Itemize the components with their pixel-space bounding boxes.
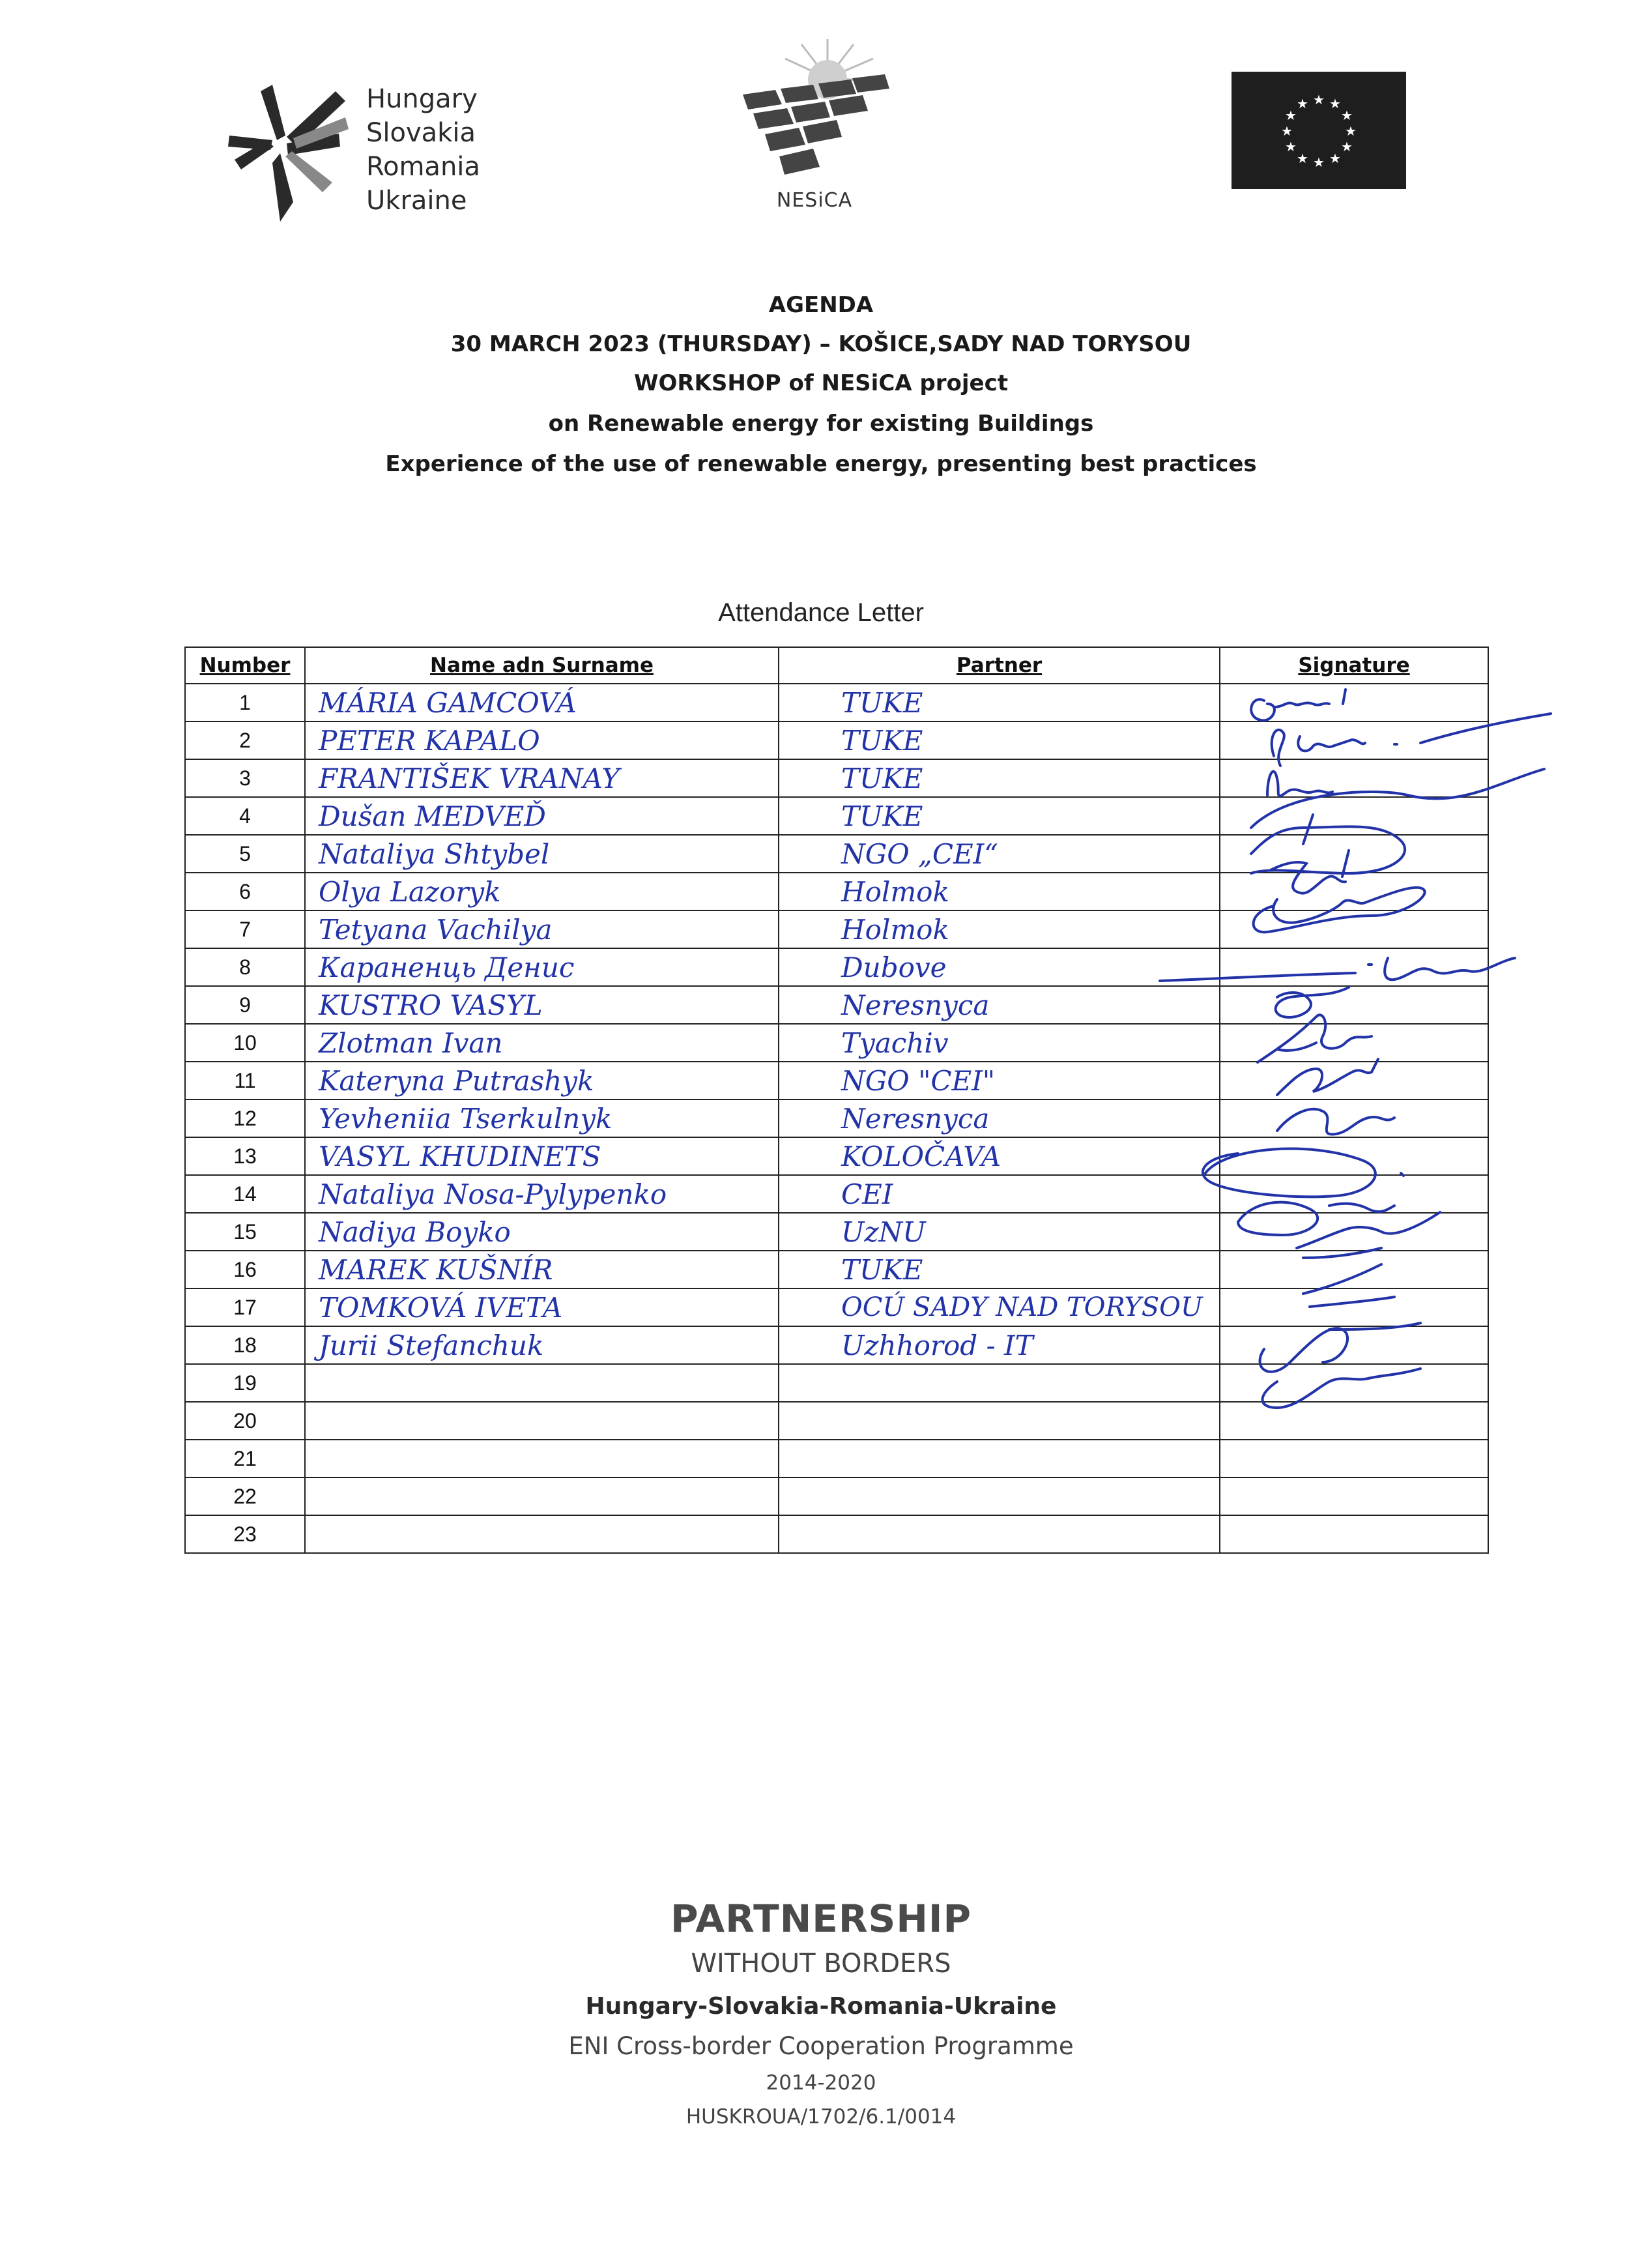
svg-text:★: ★ xyxy=(1285,139,1297,154)
table-row xyxy=(185,759,1488,797)
attendee-partner: OCÚ SADY NAD TORYSOU xyxy=(841,1292,1203,1322)
table-row xyxy=(185,1515,1488,1553)
table-row xyxy=(185,684,1488,721)
svg-text:★: ★ xyxy=(1297,151,1308,166)
partner-cell xyxy=(779,1024,1220,1062)
svg-text:★: ★ xyxy=(1341,139,1353,154)
attendee-name: Yevheniia Tserkulnyk xyxy=(319,1102,612,1135)
name-cell xyxy=(305,873,779,910)
agenda-date-place: 30 MARCH 2023 (THURSDAY) – KOŠICE,SADY NAD TORYSOU xyxy=(450,331,1192,357)
partner-cell xyxy=(779,1402,1220,1440)
attendee-name: MAREK KUŠNÍR xyxy=(319,1253,553,1286)
attendee-name: MÁRIA GAMCOVÁ xyxy=(319,686,577,719)
attendee-partner: UzNU xyxy=(841,1215,926,1248)
attendee-partner: NGO „CEI“ xyxy=(841,837,998,870)
agenda-subtopic: Experience of the use of renewable energy, presenting best practices xyxy=(385,451,1257,477)
svg-text:★: ★ xyxy=(1345,123,1357,139)
row-number: 12 xyxy=(185,1099,305,1137)
attendee-partner: CEI xyxy=(841,1178,893,1210)
row-number: 3 xyxy=(185,759,305,797)
signature-cell xyxy=(1220,948,1488,986)
row-number: 16 xyxy=(185,1251,305,1288)
table-row xyxy=(185,873,1488,910)
name-cell xyxy=(305,1440,779,1477)
name-cell xyxy=(305,1213,779,1251)
partner-cell xyxy=(779,797,1220,835)
signature-cell xyxy=(1220,1515,1488,1553)
table-row xyxy=(185,910,1488,948)
attendee-partner: TUKE xyxy=(841,686,923,719)
table-row xyxy=(185,1364,1488,1402)
table-row xyxy=(185,1288,1488,1326)
eu-flag-icon xyxy=(1232,72,1406,189)
name-cell xyxy=(305,1326,779,1364)
attendance-table xyxy=(184,647,1489,1554)
row-number: 19 xyxy=(185,1364,305,1402)
attendee-partner: TUKE xyxy=(841,800,923,832)
agenda-workshop: WORKSHOP of NESiCA project xyxy=(633,370,1009,396)
name-cell xyxy=(305,1364,779,1402)
attendee-name: KUSTRO VASYL xyxy=(319,989,543,1021)
name-cell xyxy=(305,1288,779,1326)
table-row xyxy=(185,1137,1488,1175)
table-row xyxy=(185,1024,1488,1062)
footer-partnership: PARTNERSHIP xyxy=(670,1897,972,1941)
signature-cell xyxy=(1220,1137,1488,1175)
row-number: 7 xyxy=(185,910,305,948)
partner-cell xyxy=(779,1477,1220,1515)
name-cell xyxy=(305,759,779,797)
footer-without-borders: WITHOUT BORDERS xyxy=(691,1949,951,1979)
partner-cell xyxy=(779,721,1220,759)
signature-cell xyxy=(1220,684,1488,721)
attendee-partner: TUKE xyxy=(841,724,923,757)
name-cell xyxy=(305,1137,779,1175)
row-number: 17 xyxy=(185,1288,305,1326)
attendee-partner: Dubove xyxy=(841,951,947,983)
column-header-partner: Partner xyxy=(779,647,1220,684)
attendee-name: Nataliya Shtybel xyxy=(319,837,550,870)
svg-text:★: ★ xyxy=(1313,92,1325,108)
svg-text:★: ★ xyxy=(1341,108,1353,123)
column-header-number: Number xyxy=(185,647,305,684)
attendance-title: Attendance Letter xyxy=(718,598,924,627)
attendee-name: Zlotman Ivan xyxy=(319,1026,503,1059)
partner-cell xyxy=(779,1251,1220,1288)
signature-cell xyxy=(1220,910,1488,948)
signature-cell xyxy=(1220,1213,1488,1251)
column-header-name: Name adn Surname xyxy=(305,647,779,684)
attendee-partner: Holmok xyxy=(841,875,949,908)
table-row xyxy=(185,1213,1488,1251)
partner-cell xyxy=(779,986,1220,1024)
signature-cell xyxy=(1220,986,1488,1024)
attendee-name: FRANTIŠEK VRANAY xyxy=(319,762,620,794)
attendee-name: Tetyana Vachilya xyxy=(319,913,553,946)
attendee-name: VASYL KHUDINETS xyxy=(319,1140,601,1172)
attendee-name: PETER KAPALO xyxy=(319,724,540,757)
svg-text:★: ★ xyxy=(1281,123,1293,139)
partner-cell xyxy=(779,1175,1220,1213)
eu-stars-icon xyxy=(1232,72,1406,189)
partner-cell xyxy=(779,1099,1220,1137)
signature-cell xyxy=(1220,1251,1488,1288)
svg-text:★: ★ xyxy=(1329,96,1341,111)
signature-cell xyxy=(1220,1364,1488,1402)
partner-cell xyxy=(779,1326,1220,1364)
row-number: 1 xyxy=(185,684,305,721)
partner-cell xyxy=(779,835,1220,873)
signature-cell xyxy=(1220,1175,1488,1213)
attendee-name: Kateryna Putrashyk xyxy=(319,1064,594,1097)
row-number: 2 xyxy=(185,721,305,759)
row-number: 6 xyxy=(185,873,305,910)
attendance-rows xyxy=(185,684,1488,1553)
partner-cell xyxy=(779,1440,1220,1477)
row-number: 22 xyxy=(185,1477,305,1515)
row-number: 11 xyxy=(185,1062,305,1099)
footer-period: 2014-2020 xyxy=(766,2071,876,2095)
partner-cell xyxy=(779,759,1220,797)
partner-cell xyxy=(779,910,1220,948)
partner-cell xyxy=(779,1213,1220,1251)
signature-cell xyxy=(1220,721,1488,759)
row-number: 18 xyxy=(185,1326,305,1364)
row-number: 21 xyxy=(185,1440,305,1477)
footer-countries: Hungary-Slovakia-Romania-Ukraine xyxy=(585,1993,1057,2020)
programme-logo-line: Ukraine xyxy=(366,186,467,216)
table-row xyxy=(185,986,1488,1024)
name-cell xyxy=(305,721,779,759)
signature-cell xyxy=(1220,1062,1488,1099)
attendee-partner: Uzhhorod - IT xyxy=(841,1329,1033,1361)
attendee-partner: KOLOČAVA xyxy=(841,1140,1001,1172)
name-cell xyxy=(305,986,779,1024)
footer-programme: ENI Cross-border Cooperation Programme xyxy=(568,2032,1074,2060)
row-number: 13 xyxy=(185,1137,305,1175)
programme-logo-line: Slovakia xyxy=(366,118,476,148)
name-cell xyxy=(305,910,779,948)
table-row xyxy=(185,797,1488,835)
partner-cell xyxy=(779,1364,1220,1402)
partner-cell xyxy=(779,1288,1220,1326)
name-cell xyxy=(305,1175,779,1213)
row-number: 9 xyxy=(185,986,305,1024)
row-number: 14 xyxy=(185,1175,305,1213)
agenda-title: AGENDA xyxy=(768,292,874,318)
signature-cell xyxy=(1220,797,1488,835)
name-cell xyxy=(305,1099,779,1137)
name-cell xyxy=(305,1515,779,1553)
row-number: 20 xyxy=(185,1402,305,1440)
signature-cell xyxy=(1220,1024,1488,1062)
nesica-logo-text: NESiCA xyxy=(776,189,853,212)
table-row xyxy=(185,1099,1488,1137)
row-number: 8 xyxy=(185,948,305,986)
svg-text:★: ★ xyxy=(1285,108,1297,123)
table-row xyxy=(185,1402,1488,1440)
programme-logo-line: Romania xyxy=(366,152,480,182)
name-cell xyxy=(305,1251,779,1288)
signature-cell xyxy=(1220,873,1488,910)
attendee-partner: TUKE xyxy=(841,762,923,794)
table-row xyxy=(185,835,1488,873)
signature-cell xyxy=(1220,1477,1488,1515)
attendee-partner: NGO "CEI" xyxy=(841,1064,996,1097)
attendee-name: Караненць Денис xyxy=(319,951,575,983)
signature-cell xyxy=(1220,1402,1488,1440)
column-header-signature: Signature xyxy=(1220,647,1488,684)
partner-cell xyxy=(779,684,1220,721)
svg-text:★: ★ xyxy=(1313,154,1325,170)
attendee-partner: Neresnyca xyxy=(841,1102,990,1135)
table-row xyxy=(185,1477,1488,1515)
signature-cell xyxy=(1220,1440,1488,1477)
name-cell xyxy=(305,1477,779,1515)
partner-cell xyxy=(779,1137,1220,1175)
attendee-name: Nadiya Boyko xyxy=(319,1215,511,1248)
partner-cell xyxy=(779,873,1220,910)
attendee-partner: Holmok xyxy=(841,913,949,946)
name-cell xyxy=(305,1402,779,1440)
signature-cell xyxy=(1220,759,1488,797)
partner-cell xyxy=(779,948,1220,986)
programme-logo xyxy=(215,72,515,228)
attendee-name: TOMKOVÁ IVETA xyxy=(319,1291,563,1324)
footer-project-code: HUSKROUA/1702/6.1/0014 xyxy=(685,2105,957,2129)
nesica-logo xyxy=(730,33,899,222)
programme-logo-icon xyxy=(215,78,352,228)
svg-text:★: ★ xyxy=(1297,96,1308,111)
name-cell xyxy=(305,797,779,835)
attendee-name: Jurii Stefanchuk xyxy=(319,1329,544,1361)
programme-logo-line: Hungary xyxy=(366,84,478,114)
row-number: 10 xyxy=(185,1024,305,1062)
attendee-name: Nataliya Nosa-Pylypenko xyxy=(319,1178,667,1210)
attendee-partner: TUKE xyxy=(841,1253,923,1286)
table-row xyxy=(185,1175,1488,1213)
signature-cell xyxy=(1220,1099,1488,1137)
name-cell xyxy=(305,684,779,721)
signature-cell xyxy=(1220,835,1488,873)
table-row xyxy=(185,1062,1488,1099)
table-row xyxy=(185,1251,1488,1288)
attendee-partner: Neresnyca xyxy=(841,989,990,1021)
table-row xyxy=(185,948,1488,986)
partner-cell xyxy=(779,1515,1220,1553)
row-number: 23 xyxy=(185,1515,305,1553)
table-header-row xyxy=(185,647,1488,684)
attendee-partner: Tyachiv xyxy=(841,1026,949,1059)
name-cell xyxy=(305,835,779,873)
name-cell xyxy=(305,1062,779,1099)
attendee-name: Dušan MEDVEĎ xyxy=(319,800,546,832)
svg-text:★: ★ xyxy=(1329,151,1341,166)
row-number: 15 xyxy=(185,1213,305,1251)
table-row xyxy=(185,1440,1488,1477)
table-row xyxy=(185,1326,1488,1364)
name-cell xyxy=(305,1024,779,1062)
table-row xyxy=(185,721,1488,759)
row-number: 4 xyxy=(185,797,305,835)
signature-cell xyxy=(1220,1326,1488,1364)
name-cell xyxy=(305,948,779,986)
agenda-topic: on Renewable energy for existing Buildings xyxy=(548,411,1094,437)
row-number: 5 xyxy=(185,835,305,873)
attendee-name: Olya Lazoryk xyxy=(319,875,501,908)
solar-panel-icon xyxy=(730,33,899,189)
partner-cell xyxy=(779,1062,1220,1099)
signature-cell xyxy=(1220,1288,1488,1326)
